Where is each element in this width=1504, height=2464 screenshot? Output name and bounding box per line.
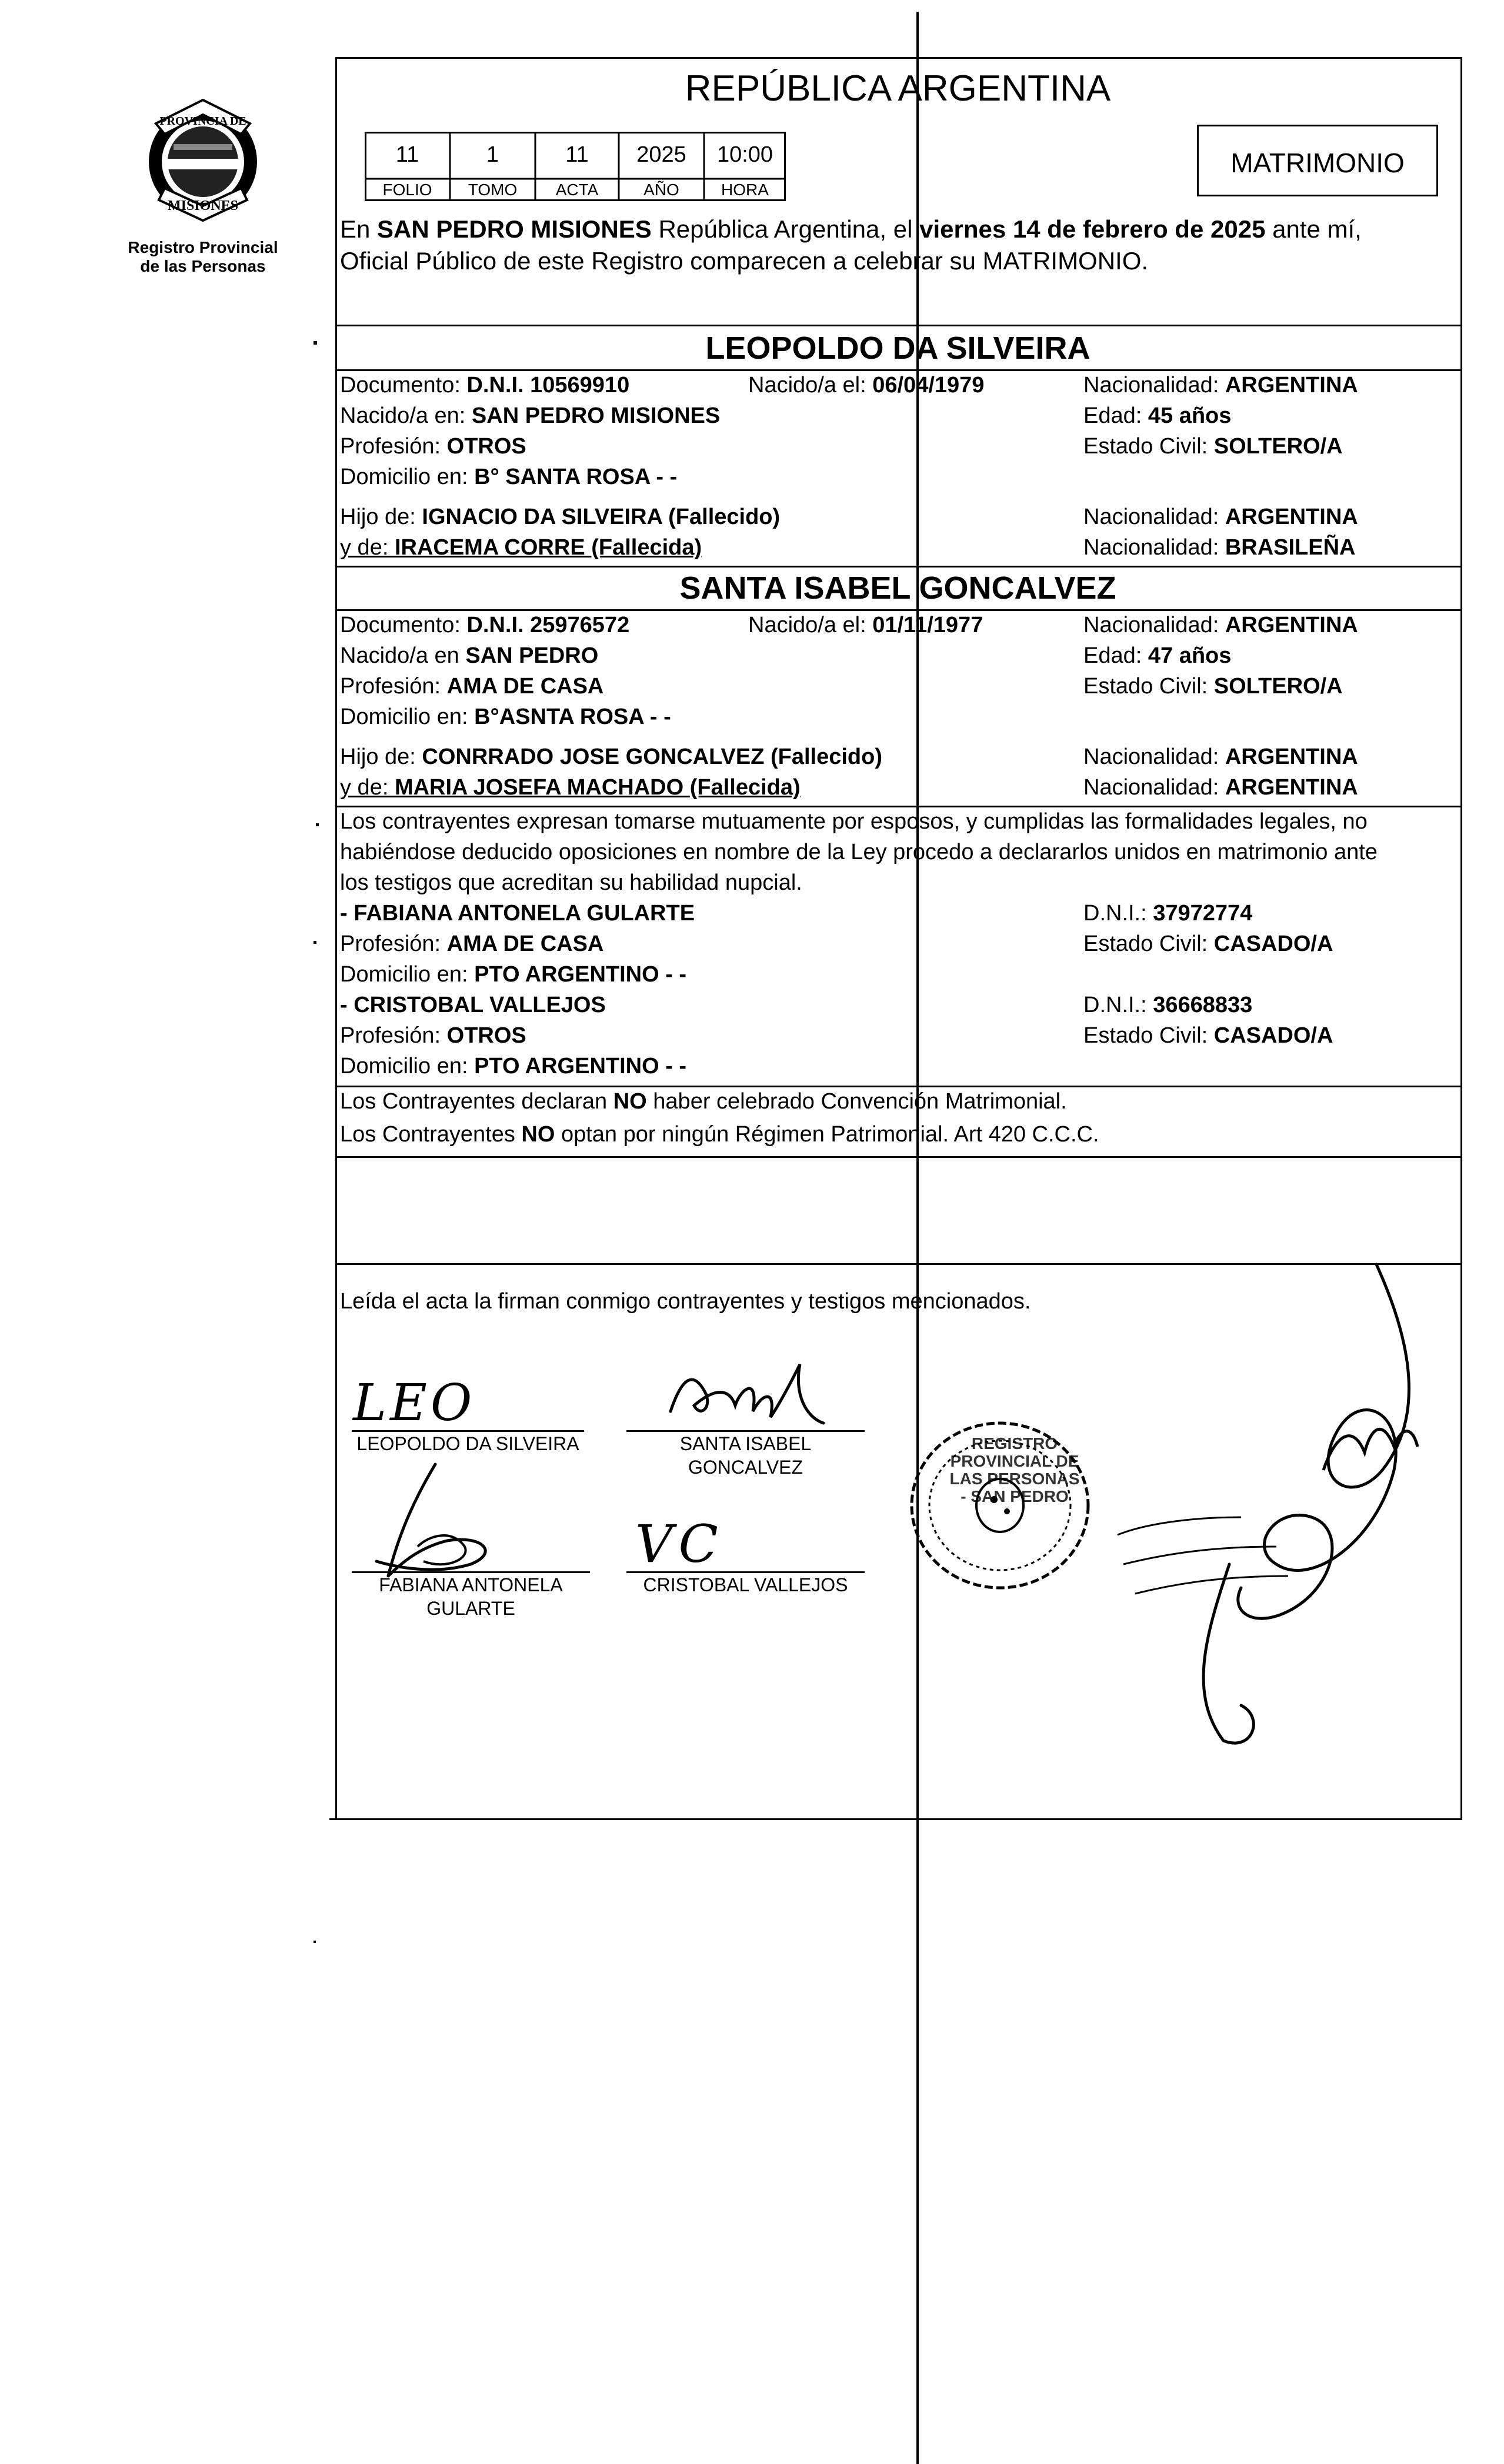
witness2-name: - CRISTOBAL VALLEJOS [340,993,606,1017]
spouse2-mother-nat: Nacionalidad: ARGENTINA [1083,775,1358,800]
declaration-line-2: habiéndose deducido oposiciones en nombre de la Ley procedo a declararlos unidos en matrimonio ante [340,840,1378,864]
registry-logo [132,88,274,229]
spouse2-addr: Domicilio en: B°ASNTA ROSA - - [340,705,671,729]
doc-type-box [1197,125,1438,196]
sig2-caption-1: SANTA ISABEL [679,1433,812,1454]
convention-line-1: Los Contrayentes declaran NO haber celebrado Convención Matrimonial. [340,1089,1067,1114]
spouse2-age: Edad: 47 años [1083,643,1232,668]
anio-label: AÑO [643,181,679,199]
spouse2-father-nat: Nacionalidad: ARGENTINA [1083,744,1358,769]
witness1-civil: Estado Civil: CASADO/A [1083,931,1333,956]
registry-caption-1: Registro Provincial [128,238,278,256]
spouse1-father: Hijo de: IGNACIO DA SILVEIRA (Fallecido) [340,505,781,529]
seal-text: REGISTRO PROVINCIAL DE LAS PERSONAS - SAN PEDRO [949,1434,1080,1505]
official-signature [1100,1258,1453,1752]
closing-text: Leída el acta la firman conmigo contrayentes y testigos mencionados. [340,1289,1031,1314]
misiones-emblem-icon [132,88,274,229]
witness2-addr: Domicilio en: PTO ARGENTINO - - [340,1054,687,1079]
acta-value: 11 [565,142,589,167]
spouse1-age: Edad: 45 años [1083,403,1232,428]
witness2-prof: Profesión: OTROS [340,1023,526,1048]
record-table [365,132,786,201]
frame-bottom [329,1818,1462,1820]
divider [335,1086,1460,1087]
scan-mark [314,1941,316,1943]
svg-text:PROVINCIA DE: PROVINCIA DE [159,115,246,128]
spouse1-civil: Estado Civil: SOLTERO/A [1083,434,1343,459]
spouse1-nat: Nacionalidad: ARGENTINA [1083,373,1358,398]
anio-value: 2025 [636,142,686,167]
spouse1-father-nat: Nacionalidad: ARGENTINA [1083,505,1358,529]
spouse1-mother-nat: Nacionalidad: BRASILEÑA [1083,535,1356,560]
svg-text:MISIONES: MISIONES [167,198,239,213]
spouse2-prof: Profesión: AMA DE CASA [340,674,604,699]
frame-top [335,57,1460,59]
witness1-name: - FABIANA ANTONELA GULARTE [340,901,695,926]
signature-leopoldo: LEO [353,1374,476,1433]
divider [335,566,1460,567]
folio-label: FOLIO [382,181,432,199]
frame-right [1460,57,1462,1818]
spouse2-born-in: Nacido/a en SAN PEDRO [340,643,599,668]
registry-caption-2: de las Personas [140,257,266,275]
sig3-caption-1: FABIANA ANTONELA [379,1574,563,1595]
spouse1-doc: Documento: D.N.I. 10569910 [340,373,630,398]
spouse1-name: LEOPOLDO DA SILVEIRA [705,330,1091,366]
witness1-dni: D.N.I.: 37972774 [1083,901,1253,926]
hora-label: HORA [721,181,769,199]
declaration-line-1: Los contrayentes expresan tomarse mutuamente por esposos, y cumplidas las formalidades legales, no [340,809,1368,834]
spouse2-doc: Documento: D.N.I. 25976572 [340,613,630,637]
country-title: REPÚBLICA ARGENTINA [685,68,1111,109]
witness1-addr: Domicilio en: PTO ARGENTINO - - [340,962,687,987]
spouse2-born-on: Nacido/a el: 01/11/1977 [748,613,983,637]
declaration-line-3: los testigos que acreditan su habilidad nupcial. [340,870,802,895]
hora-value: 10:00 [716,142,773,167]
intro-line-1: En SAN PEDRO MISIONES República Argentina, el viernes 14 de febrero de 2025 ante mí, [340,215,1362,243]
witness2-dni: D.N.I.: 36668833 [1083,993,1253,1017]
spouse2-civil: Estado Civil: SOLTERO/A [1083,674,1343,699]
divider [335,806,1460,807]
acta-label: ACTA [555,181,599,199]
spouse1-addr: Domicilio en: B° SANTA ROSA - - [340,465,678,489]
divider [335,369,1460,371]
signature-cristobal: VC [635,1514,724,1574]
sig2-caption-2: GONCALVEZ [688,1457,803,1478]
witness2-civil: Estado Civil: CASADO/A [1083,1023,1333,1048]
spouse1-born-in: Nacido/a en: SAN PEDRO MISIONES [340,403,721,428]
divider [335,325,1460,326]
sig1-caption: LEOPOLDO DA SILVEIRA [356,1433,579,1454]
scan-mark [316,823,319,826]
witness1-prof: Profesión: AMA DE CASA [340,931,604,956]
spouse1-prof: Profesión: OTROS [340,434,526,459]
scan-mark [314,941,316,944]
signature-santa-isabel [659,1353,835,1435]
spouse2-name: SANTA ISABEL GONCALVEZ [679,570,1116,606]
doc-type: MATRIMONIO [1230,148,1405,178]
sig3-caption-2: GULARTE [426,1598,515,1619]
frame-left [335,325,337,1818]
convention-line-2: Los Contrayentes NO optan por ningún Régimen Patrimonial. Art 420 C.C.C. [340,1122,1099,1147]
tomo-value: 1 [486,142,499,167]
sig4-caption: CRISTOBAL VALLEJOS [643,1574,848,1595]
scan-mark [314,341,317,345]
intro-line-2: Oficial Público de este Registro comparecen a celebrar su MATRIMONIO. [340,247,1149,275]
spouse1-born-on: Nacido/a el: 06/04/1979 [748,373,985,398]
tomo-label: TOMO [468,181,518,199]
spouse2-mother: y de: MARIA JOSEFA MACHADO (Fallecida) [340,775,801,800]
signature-fabiana [353,1458,541,1594]
spouse1-mother: y de: IRACEMA CORRE (Fallecida) [340,535,702,560]
spouse2-father: Hijo de: CONRRADO JOSE GONCALVEZ (Fallecido) [340,744,882,769]
spouse2-nat: Nacionalidad: ARGENTINA [1083,613,1358,637]
divider [335,1156,1460,1158]
folio-value: 11 [395,142,419,167]
divider [335,609,1460,611]
